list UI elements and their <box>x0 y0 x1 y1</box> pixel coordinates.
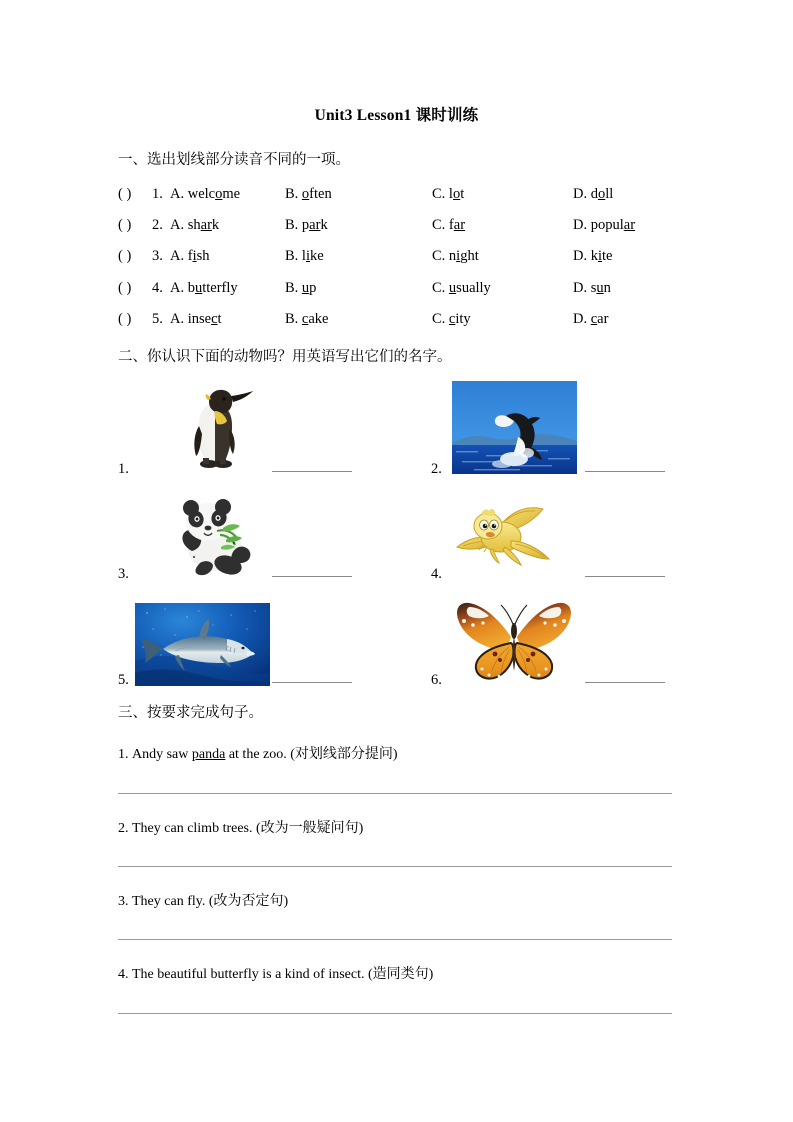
question-text-post: at the zoo. (对划线部分提问) <box>225 747 398 762</box>
rewrite-question-2 <box>118 817 363 837</box>
mc-question-3 <box>118 248 718 268</box>
option-post: ll <box>605 186 614 202</box>
option-pre: k <box>590 248 598 264</box>
option-post: me <box>222 186 241 202</box>
option-pre: l <box>301 248 306 264</box>
rewrite-question-1 <box>118 743 398 763</box>
mc-question-2 <box>118 217 718 237</box>
mc-question-5 <box>118 311 718 331</box>
option-label: D. <box>573 280 588 296</box>
option-post: p <box>309 280 317 296</box>
option-5a[interactable] <box>170 311 222 328</box>
option-post: t <box>460 186 465 202</box>
option-pre: s <box>590 280 597 296</box>
question-number-4: 4. <box>152 280 163 296</box>
answer-bracket-3[interactable]: ( ) <box>118 248 132 264</box>
option-underlined: ar <box>200 217 212 233</box>
answer-rule-1[interactable] <box>118 793 672 794</box>
option-1d[interactable] <box>573 186 613 203</box>
option-label: D. <box>573 248 588 264</box>
section-2-heading: 二、你认识下面的动物吗？用英语写出它们的名字。 <box>118 349 452 365</box>
option-label: B. <box>285 217 299 233</box>
shark-photo <box>135 603 270 686</box>
option-4d[interactable] <box>573 280 611 297</box>
option-label: C. <box>432 248 446 264</box>
question-number-1: 1. <box>152 186 163 202</box>
answer-rule-3[interactable] <box>118 939 672 940</box>
option-underlined: c <box>590 311 598 327</box>
option-post: tterfly <box>202 280 238 296</box>
option-label: A. <box>170 280 185 296</box>
answer-blank-1[interactable] <box>272 471 352 472</box>
option-underlined: i <box>192 248 197 264</box>
option-post: sually <box>456 280 491 296</box>
option-4b[interactable] <box>285 280 316 297</box>
option-underlined: c <box>448 311 456 327</box>
option-label: D. <box>573 186 588 202</box>
option-5c[interactable] <box>432 311 471 328</box>
panda-illustration <box>168 495 258 577</box>
rewrite-question-3 <box>118 890 288 910</box>
option-2a[interactable] <box>170 217 219 234</box>
option-3c[interactable] <box>432 248 479 265</box>
option-underlined: ar <box>453 217 466 233</box>
option-label: C. <box>432 280 446 296</box>
picture-item-4 <box>431 488 731 581</box>
option-post: ake <box>308 311 329 327</box>
option-label: A. <box>170 248 185 264</box>
item-number-3: 3. <box>118 566 129 582</box>
page-title: Unit3 Lesson1 课时训练 <box>314 107 479 124</box>
option-5d[interactable] <box>573 311 608 328</box>
answer-bracket-4[interactable]: ( ) <box>118 280 132 296</box>
option-underlined: ar <box>309 217 321 233</box>
option-pre: p <box>301 217 310 233</box>
option-4c[interactable] <box>432 280 491 297</box>
option-label: D. <box>573 217 588 233</box>
answer-blank-5[interactable] <box>272 682 352 683</box>
question-number-2: 2. <box>152 217 163 233</box>
section-3-heading: 三、按要求完成句子。 <box>118 705 263 721</box>
option-underlined: o <box>452 186 461 202</box>
option-post: t <box>217 311 222 327</box>
answer-blank-6[interactable] <box>585 682 665 683</box>
picture-item-5 <box>118 593 418 687</box>
mc-question-4 <box>118 280 718 300</box>
answer-blank-3[interactable] <box>272 576 352 577</box>
section-1-heading: 一、选出划线部分读音不同的一项。 <box>118 152 350 168</box>
option-underlined: u <box>194 280 203 296</box>
option-1a[interactable] <box>170 186 240 203</box>
option-pre: popul <box>590 217 624 233</box>
option-pre: sh <box>187 217 201 233</box>
item-number-6: 6. <box>431 672 442 688</box>
item-number-1: 1. <box>118 461 129 477</box>
orca-whale-photo <box>452 381 577 474</box>
option-label: A. <box>170 186 185 202</box>
option-label: B. <box>285 248 299 264</box>
option-underlined: o <box>597 186 606 202</box>
option-label: A. <box>170 217 185 233</box>
option-pre: welc <box>187 186 216 202</box>
option-post: ke <box>309 248 324 264</box>
option-underlined: c <box>301 311 309 327</box>
option-3b[interactable] <box>285 248 324 265</box>
option-4a[interactable] <box>170 280 238 297</box>
option-1c[interactable] <box>432 186 464 203</box>
option-post: te <box>602 248 613 264</box>
option-label: D. <box>573 311 588 327</box>
answer-bracket-2[interactable]: ( ) <box>118 217 132 233</box>
option-underlined: i <box>597 248 603 264</box>
question-number-5: 5. <box>152 311 163 327</box>
question-text-pre: They can fly. (改为否定句) <box>132 894 289 909</box>
option-3a[interactable] <box>170 248 210 265</box>
option-post: k <box>211 217 220 233</box>
question-underlined: panda <box>191 747 226 762</box>
yellow-bird-illustration <box>453 497 568 575</box>
option-pre: n <box>448 248 457 264</box>
question-text-pre: The beautiful butterfly is a kind of insect. (造同类句) <box>132 967 434 982</box>
question-text-pre: They can climb trees. (改为一般疑问句) <box>132 821 364 836</box>
option-pre: f <box>448 217 454 233</box>
option-post: sh <box>196 248 210 264</box>
option-pre: f <box>187 248 193 264</box>
picture-item-2 <box>431 378 731 476</box>
option-underlined: o <box>215 186 223 202</box>
answer-blank-2[interactable] <box>585 471 665 472</box>
option-underlined: ar <box>623 217 636 233</box>
option-underlined: i <box>456 248 461 264</box>
question-number: 2. <box>118 821 129 836</box>
option-post: ar <box>597 311 609 327</box>
option-post: ften <box>309 186 332 202</box>
option-label: B. <box>285 186 299 202</box>
answer-bracket-5[interactable]: ( ) <box>118 311 132 327</box>
picture-item-3 <box>118 488 418 581</box>
option-label: C. <box>432 217 446 233</box>
option-post: ght <box>460 248 479 264</box>
item-number-4: 4. <box>431 566 442 582</box>
mc-question-1 <box>118 186 718 206</box>
option-pre: inse <box>187 311 212 327</box>
question-number-3: 3. <box>152 248 163 264</box>
item-number-2: 2. <box>431 461 442 477</box>
option-underlined: u <box>448 280 457 296</box>
answer-rule-4[interactable] <box>118 1013 672 1014</box>
option-post: k <box>320 217 328 233</box>
picture-item-6 <box>431 593 731 687</box>
question-text-pre: Andy saw <box>132 747 192 762</box>
option-2b[interactable] <box>285 217 328 234</box>
penguin-photo <box>175 384 255 472</box>
option-label: B. <box>285 311 299 327</box>
question-number: 1. <box>118 747 129 762</box>
option-underlined: o <box>301 186 310 202</box>
option-label: A. <box>170 311 185 327</box>
option-underlined: u <box>596 280 604 296</box>
option-underlined: c <box>211 311 218 327</box>
butterfly-photo <box>453 597 575 685</box>
answer-rule-2[interactable] <box>118 866 672 867</box>
option-post: ity <box>455 311 471 327</box>
option-label: C. <box>432 311 446 327</box>
option-post: n <box>603 280 611 296</box>
option-3d[interactable] <box>573 248 612 265</box>
answer-blank-4[interactable] <box>585 576 665 577</box>
picture-item-1 <box>118 378 418 476</box>
option-pre: b <box>187 280 195 296</box>
rewrite-question-4 <box>118 963 433 983</box>
option-5b[interactable] <box>285 311 328 328</box>
option-label: B. <box>285 280 299 296</box>
question-number: 3. <box>118 894 129 909</box>
option-underlined: u <box>301 280 310 296</box>
answer-bracket-1[interactable]: ( ) <box>118 186 132 202</box>
question-number: 4. <box>118 967 129 982</box>
option-underlined: i <box>305 248 310 264</box>
option-pre: l <box>448 186 453 202</box>
option-2d[interactable] <box>573 217 635 234</box>
option-pre: d <box>590 186 598 202</box>
option-label: C. <box>432 186 446 202</box>
option-2c[interactable] <box>432 217 465 234</box>
option-1b[interactable] <box>285 186 332 203</box>
item-number-5: 5. <box>118 672 129 688</box>
